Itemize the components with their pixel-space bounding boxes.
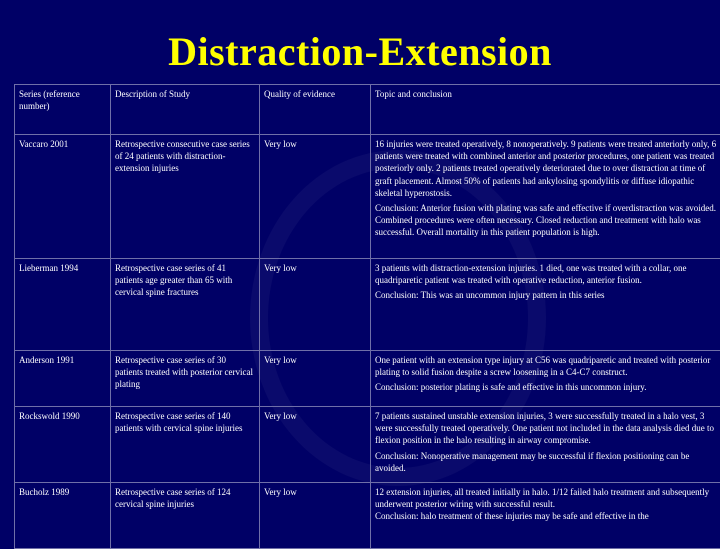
row-quality: Very low xyxy=(260,407,371,483)
row-series: Anderson 1991 xyxy=(15,351,111,407)
row-quality: Very low xyxy=(260,259,371,351)
table-row xyxy=(15,407,720,483)
header-series: Series (reference number) xyxy=(15,85,111,135)
row-series: Lieberman 1994 xyxy=(15,259,111,351)
row-topic: 7 patients sustained unstable extension injuries, 3 were successfully treated in a halo vest, 3 were successfully treated operatively. One patient not included in the data analysis died due to flexion position in the halo resulting in airway compromise. xyxy=(375,410,717,447)
row-quality: Very low xyxy=(260,351,371,407)
table-row xyxy=(15,351,720,407)
header-description: Description of Study xyxy=(111,85,260,135)
row-description: Retrospective case series of 41 patients age greater than 65 with cervical spine fractures xyxy=(111,259,260,351)
row-conclusion: Conclusion: posterior plating is safe and effective in this uncommon injury. xyxy=(375,381,717,393)
table-row xyxy=(15,259,720,351)
header-topic: Topic and conclusion xyxy=(371,85,720,135)
row-description: Retrospective case series of 124 cervical spine injuries xyxy=(111,483,260,549)
row-series: Rockswold 1990 xyxy=(15,407,111,483)
row-topic: 3 patients with distraction-extension injuries. 1 died, one was treated with a collar, one quadriparetic patient was treated with operative reduction, anterior fusion. xyxy=(375,262,717,286)
row-description: Retrospective case series of 140 patients with cervical spine injuries xyxy=(111,407,260,483)
slide-title: Distraction-Extension xyxy=(0,28,720,75)
row-quality: Very low xyxy=(260,135,371,259)
row-conclusion: Conclusion: This was an uncommon injury pattern in this series xyxy=(375,289,717,301)
row-conclusion: Conclusion: halo treatment of these injuries may be safe and effective in the xyxy=(375,510,717,522)
row-description: Retrospective case series of 30 patients treated with posterior cervical plating xyxy=(111,351,260,407)
row-topic-cell xyxy=(371,483,720,549)
evidence-table xyxy=(14,84,720,549)
row-conclusion: Conclusion: Anterior fusion with plating was safe and effective if overdistraction was avoided. Combined procedures were often necessary. Closed reduction and treatment with halo was successful. Overall mortality in this patient population is high. xyxy=(375,202,717,239)
row-series: Vaccaro 2001 xyxy=(15,135,111,259)
row-quality: Very low xyxy=(260,483,371,549)
row-topic: One patient with an extension type injury at C56 was quadriparetic and treated with posterior plating to solid fusion despite a screw loosening in a C4-C7 construct. xyxy=(375,354,717,378)
row-description: Retrospective consecutive case series of 24 patients with distraction-extension injuries xyxy=(111,135,260,259)
row-topic: 12 extension injuries, all treated initially in halo. 1/12 failed halo treatment and subsequently underwent posterior wiring with successful result. xyxy=(375,486,717,510)
row-topic-cell xyxy=(371,259,720,351)
row-topic: 16 injuries were treated operatively, 8 nonoperatively. 9 patients were treated anteriorly only, 6 patients were treated with combined anterior and posterior procedures, one patient was treated posteriorly only. 2 patients treated operatively deteriorated due to over distraction at time of graft placement. Almost 50% of patients had ankylosing spondylitis or diffuse idiopathic skeletal hyperostosis. xyxy=(375,138,717,199)
row-series: Bucholz 1989 xyxy=(15,483,111,549)
row-topic-cell xyxy=(371,135,720,259)
table-row xyxy=(15,135,720,259)
table-header-row xyxy=(15,85,720,135)
header-quality: Quality of evidence xyxy=(260,85,371,135)
row-topic-cell xyxy=(371,351,720,407)
row-topic-cell xyxy=(371,407,720,483)
row-conclusion: Conclusion: Nonoperative management may be successful if flexion positioning can be avoided. xyxy=(375,450,717,474)
table-row xyxy=(15,483,720,549)
